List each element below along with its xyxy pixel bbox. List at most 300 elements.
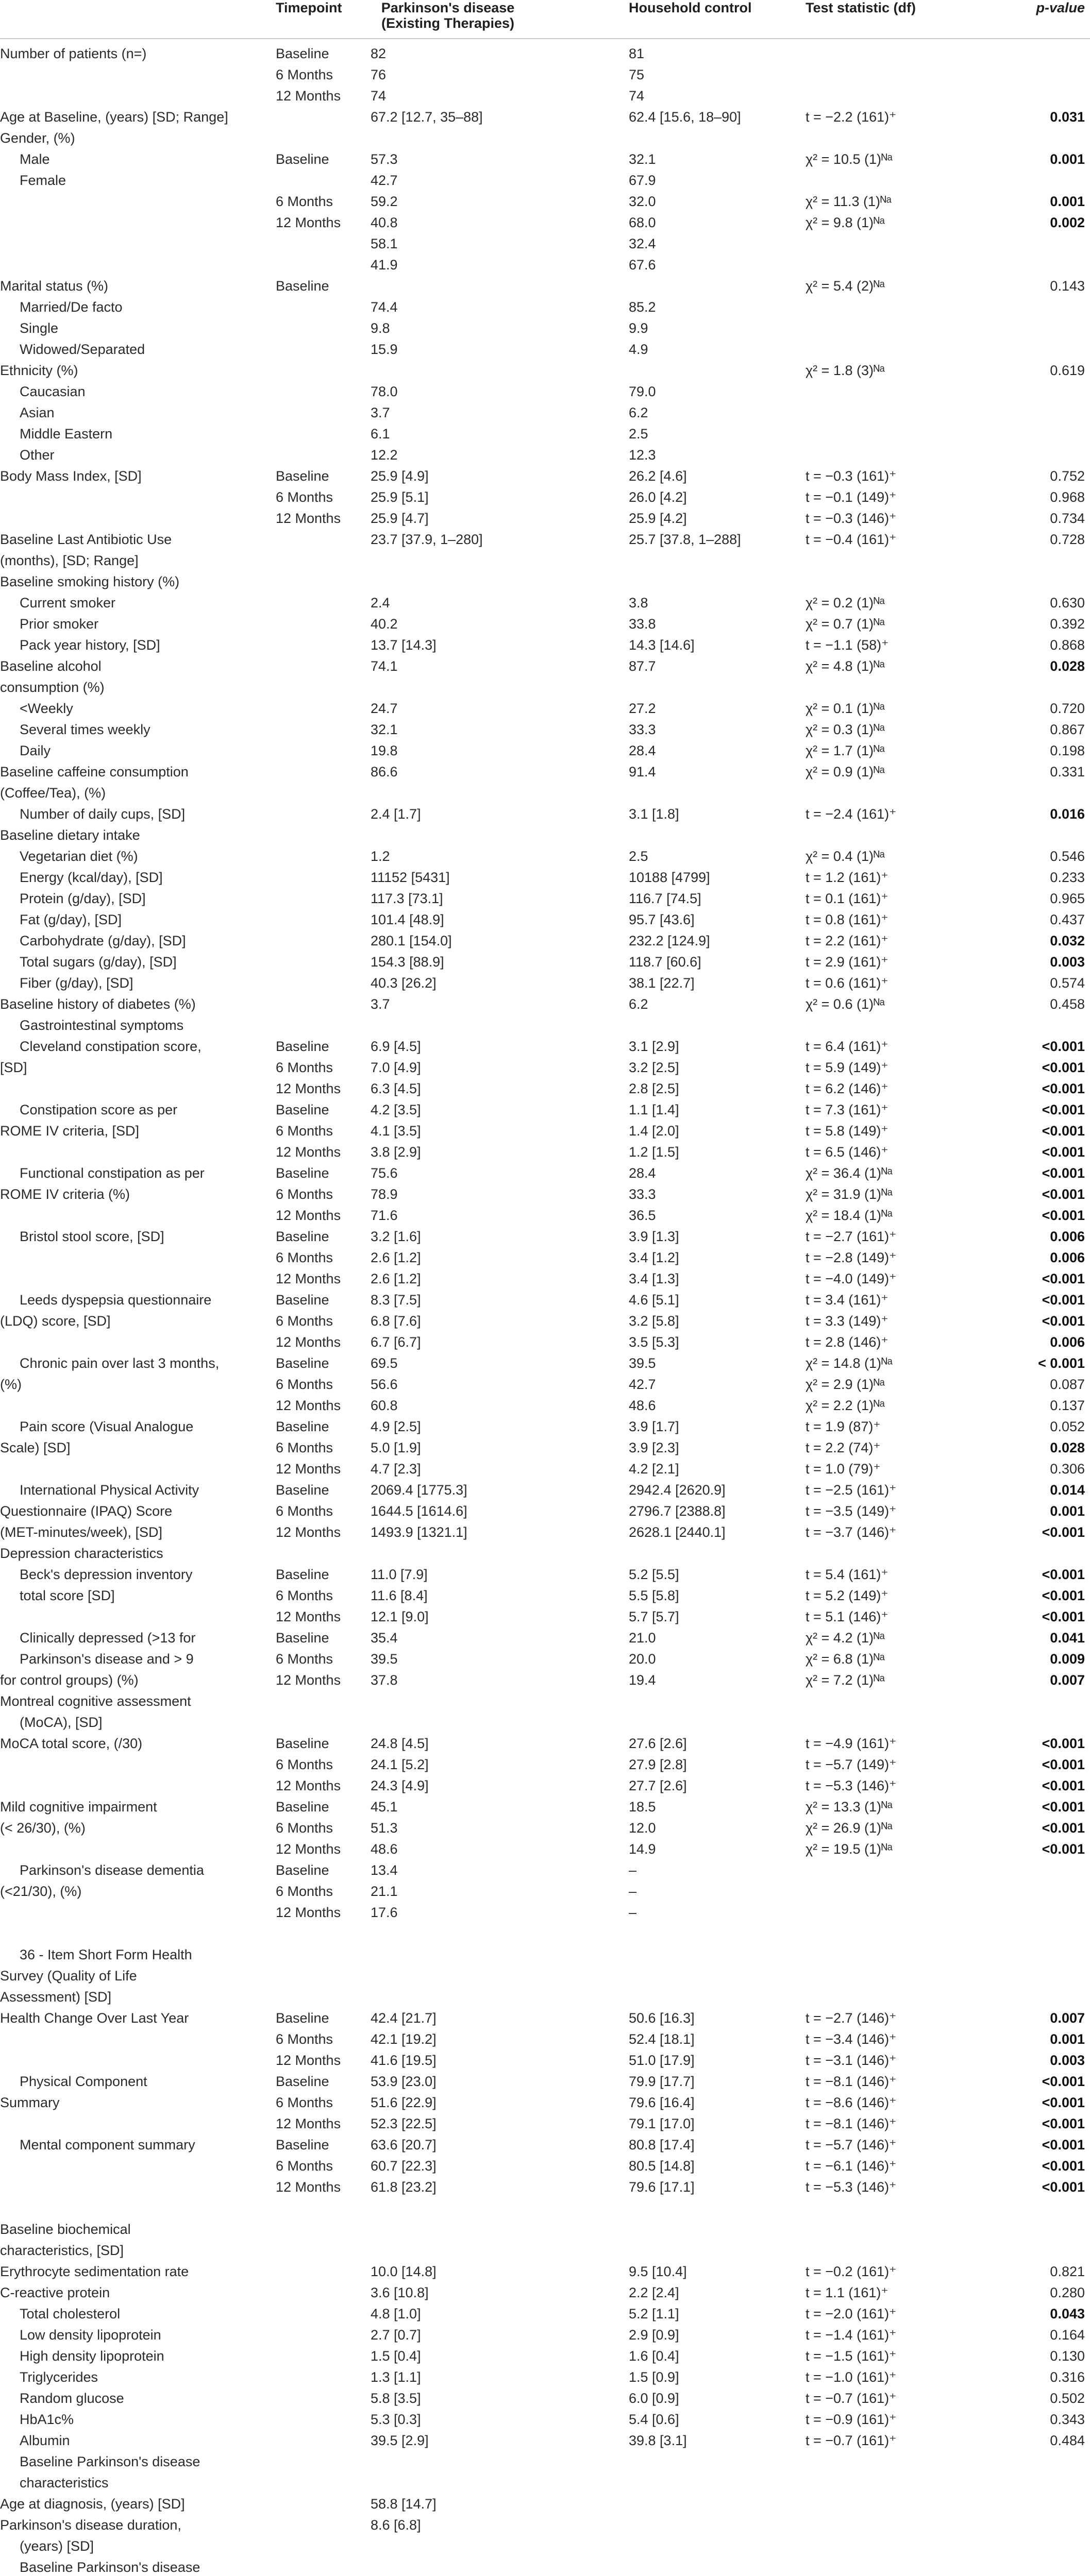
row-label: total score [SD]	[20, 1588, 115, 1603]
row-test-statistic: t = −8.1 (146)⁺	[806, 2116, 897, 2131]
row-label: Protein (g/day), [SD]	[20, 891, 146, 906]
row-parkinsons-value: 7.0 [4.9]	[371, 1060, 421, 1075]
table-row	[0, 2409, 1090, 2430]
row-p-value: <0.001	[1042, 2074, 1085, 2089]
header-timepoint: Timepoint	[276, 0, 342, 15]
row-timepoint: 12 Months	[276, 1778, 341, 1793]
row-control-value: 3.2 [2.5]	[629, 1060, 679, 1075]
table-row	[0, 888, 1090, 909]
row-parkinsons-value: 24.3 [4.9]	[371, 1778, 429, 1793]
row-p-value: 0.734	[1050, 511, 1085, 526]
row-control-value: 9.5 [10.4]	[629, 2264, 687, 2279]
row-test-statistic: t = −0.9 (161)⁺	[806, 2412, 897, 2427]
row-label: Total sugars (g/day), [SD]	[20, 954, 177, 970]
row-p-value: 0.006	[1050, 1334, 1085, 1350]
row-parkinsons-value: 280.1 [154.0]	[371, 933, 452, 948]
table-row	[0, 2451, 1090, 2472]
row-test-statistic: t = 1.9 (87)⁺	[806, 1419, 881, 1434]
table-row	[0, 2240, 1090, 2261]
row-test-statistic: χ² = 19.5 (1)ᴺᵃ	[806, 1841, 893, 1857]
table-row	[0, 2325, 1090, 2346]
row-control-value: 32.1	[629, 151, 656, 167]
row-test-statistic: χ² = 4.8 (1)ᴺᵃ	[806, 658, 885, 674]
table-row	[0, 2261, 1090, 2282]
row-timepoint: 6 Months	[276, 1820, 333, 1836]
row-timepoint: Baseline	[276, 2074, 329, 2089]
row-parkinsons-value: 42.7	[371, 173, 398, 188]
table-row	[0, 909, 1090, 930]
row-p-value: 0.001	[1050, 1503, 1085, 1519]
row-parkinsons-value: 4.2 [3.5]	[371, 1102, 421, 1117]
row-p-value: < 0.001	[1038, 1355, 1085, 1371]
row-parkinsons-value: 74	[371, 88, 387, 104]
table-row	[0, 1353, 1090, 1374]
row-p-value: 0.043	[1050, 2306, 1085, 2321]
row-label: Health Change Over Last Year	[0, 2010, 189, 2026]
row-timepoint: 12 Months	[276, 511, 341, 526]
table-row	[0, 339, 1090, 360]
row-parkinsons-value: 58.8 [14.7]	[371, 2496, 437, 2512]
table-row	[0, 423, 1090, 445]
row-timepoint: 12 Months	[276, 1081, 341, 1096]
header-household-control: Household control	[629, 0, 752, 15]
table-row	[0, 445, 1090, 466]
row-label: [SD]	[0, 1060, 27, 1075]
row-control-value: 2.9 [0.9]	[629, 2327, 679, 2343]
row-timepoint: 6 Months	[276, 1377, 333, 1392]
row-control-value: 12.0	[629, 1820, 656, 1836]
row-control-value: 4.2 [2.1]	[629, 1461, 679, 1477]
row-label: (Coffee/Tea), (%)	[0, 785, 106, 801]
table-row	[0, 846, 1090, 867]
row-timepoint: 6 Months	[276, 1588, 333, 1603]
row-p-value: 0.001	[1050, 2031, 1085, 2047]
row-label: Chronic pain over last 3 months,	[20, 1355, 220, 1371]
row-p-value: 0.016	[1050, 806, 1085, 822]
row-parkinsons-value: 8.3 [7.5]	[371, 1292, 421, 1308]
row-control-value: 50.6 [16.3]	[629, 2010, 695, 2026]
row-test-statistic: χ² = 18.4 (1)ᴺᵃ	[806, 1208, 893, 1223]
row-p-value: 0.546	[1050, 849, 1085, 864]
row-label: Baseline smoking history (%)	[0, 574, 180, 589]
row-test-statistic: t = 1.1 (161)⁺	[806, 2285, 888, 2300]
row-control-value: 80.8 [17.4]	[629, 2137, 695, 2153]
row-control-value: 3.4 [1.3]	[629, 1271, 679, 1286]
row-test-statistic: t = 3.4 (161)⁺	[806, 1292, 888, 1308]
row-timepoint: 6 Months	[276, 1123, 333, 1139]
row-test-statistic: t = 1.2 (161)⁺	[806, 870, 888, 885]
table-row	[0, 1606, 1090, 1628]
row-p-value: 0.052	[1050, 1419, 1085, 1434]
row-label: MoCA total score, (/30)	[0, 1736, 143, 1751]
row-label: Number of daily cups, [SD]	[20, 806, 186, 822]
table-row	[0, 1649, 1090, 1670]
row-control-value: 4.9	[629, 342, 648, 357]
table-row	[0, 2092, 1090, 2113]
row-label: Daily	[20, 743, 51, 758]
row-timepoint: Baseline	[276, 151, 329, 167]
row-timepoint: Baseline	[276, 1229, 329, 1244]
table-row	[0, 550, 1090, 571]
table-row	[0, 783, 1090, 804]
header-parkinsons-label: Parkinson's disease (Existing Therapies)	[381, 0, 515, 31]
row-p-value: 0.032	[1050, 933, 1085, 948]
row-control-value: 26.2 [4.6]	[629, 468, 687, 484]
row-test-statistic: t = −1.1 (58)⁺	[806, 637, 889, 653]
row-control-value: 36.5	[629, 1208, 656, 1223]
table-row	[0, 1142, 1090, 1163]
row-parkinsons-value: 40.2	[371, 616, 398, 632]
row-test-statistic: t = 0.8 (161)⁺	[806, 912, 888, 927]
row-control-value: 79.6 [17.1]	[629, 2179, 695, 2195]
table-row	[0, 1268, 1090, 1290]
row-p-value: <0.001	[1042, 1123, 1085, 1139]
row-control-value: 27.7 [2.6]	[629, 1778, 687, 1793]
table-row	[0, 86, 1090, 107]
row-p-value: 0.001	[1050, 194, 1085, 209]
table-row	[0, 1902, 1090, 1923]
row-test-statistic: t = −4.9 (161)⁺	[806, 1736, 897, 1751]
row-timepoint: 6 Months	[276, 1187, 333, 1202]
table-row	[0, 149, 1090, 170]
row-label: Low density lipoprotein	[20, 2327, 161, 2343]
row-control-value: 91.4	[629, 764, 656, 779]
row-parkinsons-value: 82	[371, 46, 387, 61]
row-label: Beck's depression inventory	[20, 1567, 193, 1582]
row-parkinsons-value: 6.7 [6.7]	[371, 1334, 421, 1350]
row-p-value: 0.003	[1050, 954, 1085, 970]
row-test-statistic: χ² = 13.3 (1)ᴺᵃ	[806, 1799, 893, 1815]
row-parkinsons-value: 58.1	[371, 236, 398, 251]
row-label: Carbohydrate (g/day), [SD]	[20, 933, 186, 948]
row-p-value: <0.001	[1042, 1778, 1085, 1793]
row-test-statistic: t = −1.5 (161)⁺	[806, 2348, 897, 2364]
table-row	[0, 1332, 1090, 1353]
table-row	[0, 2177, 1090, 2198]
row-timepoint: 12 Months	[276, 1271, 341, 1286]
row-control-value: 5.5 [5.8]	[629, 1588, 679, 1603]
row-control-value: 33.3	[629, 722, 656, 737]
row-parkinsons-value: 24.7	[371, 701, 398, 716]
row-p-value: 0.868	[1050, 637, 1085, 653]
row-control-value: 5.7 [5.7]	[629, 1609, 679, 1624]
row-test-statistic: t = 6.2 (146)⁺	[806, 1081, 888, 1096]
table-row	[0, 1775, 1090, 1797]
row-test-statistic: t = −1.0 (161)⁺	[806, 2369, 897, 2385]
row-label: Functional constipation as per	[20, 1165, 205, 1181]
row-parkinsons-value: 60.7 [22.3]	[371, 2158, 437, 2174]
row-timepoint: 12 Months	[276, 1208, 341, 1223]
row-test-statistic: t = −2.2 (161)⁺	[806, 109, 897, 125]
row-parkinsons-value: 23.7 [37.9, 1–280]	[371, 532, 483, 547]
row-test-statistic: t = −2.7 (146)⁺	[806, 2010, 897, 2026]
row-parkinsons-value: 25.9 [4.7]	[371, 511, 429, 526]
row-control-value: 39.5	[629, 1355, 656, 1371]
row-label: Bristol stool score, [SD]	[20, 1229, 164, 1244]
row-test-statistic: χ² = 31.9 (1)ᴺᵃ	[806, 1187, 893, 1202]
row-label: HbA1c%	[20, 2412, 74, 2427]
row-label: Caucasian	[20, 384, 86, 399]
table-row	[0, 1247, 1090, 1268]
row-label: Cleveland constipation score,	[20, 1039, 202, 1054]
row-p-value: <0.001	[1042, 2179, 1085, 2195]
row-test-statistic: χ² = 0.3 (1)ᴺᵃ	[806, 722, 885, 737]
row-parkinsons-value: 56.6	[371, 1377, 398, 1392]
row-control-value: 32.0	[629, 194, 656, 209]
row-timepoint: 12 Months	[276, 1841, 341, 1857]
row-label: Erythrocyte sedimentation rate	[0, 2264, 189, 2279]
row-label: Gastrointestinal symptoms	[20, 1018, 184, 1033]
row-parkinsons-value: 53.9 [23.0]	[371, 2074, 437, 2089]
row-control-value: 1.4 [2.0]	[629, 1123, 679, 1139]
row-test-statistic: χ² = 14.8 (1)ᴺᵃ	[806, 1355, 893, 1371]
row-parkinsons-value: 25.9 [4.9]	[371, 468, 429, 484]
row-control-value: 19.4	[629, 1672, 656, 1688]
row-timepoint: Baseline	[276, 1482, 329, 1498]
row-timepoint: 12 Months	[276, 88, 341, 104]
row-control-value: 20.0	[629, 1651, 656, 1667]
row-label: Scale) [SD]	[0, 1440, 71, 1455]
table-row	[0, 2515, 1090, 2536]
row-parkinsons-value: 24.8 [4.5]	[371, 1736, 429, 1751]
row-timepoint: 12 Months	[276, 2116, 341, 2131]
row-label: Widowed/Separated	[20, 342, 145, 357]
row-parkinsons-value: 3.2 [1.6]	[371, 1229, 421, 1244]
row-timepoint: 12 Months	[276, 1672, 341, 1688]
row-control-value: 25.9 [4.2]	[629, 511, 687, 526]
row-test-statistic: t = 5.2 (149)⁺	[806, 1588, 888, 1603]
row-test-statistic: t = −3.7 (146)⁺	[806, 1524, 897, 1540]
row-p-value: 0.007	[1050, 1672, 1085, 1688]
row-label: Other	[20, 447, 55, 463]
row-p-value: 0.003	[1050, 2053, 1085, 2068]
table-row	[0, 1987, 1090, 2008]
row-test-statistic: χ² = 5.4 (2)ᴺᵃ	[806, 278, 885, 294]
row-label: Baseline biochemical	[0, 2222, 131, 2237]
row-label: ROME IV criteria (%)	[0, 1187, 130, 1202]
row-label: (%)	[0, 1377, 22, 1392]
row-p-value: <0.001	[1042, 1567, 1085, 1582]
table-row	[0, 2029, 1090, 2050]
row-p-value: 0.198	[1050, 743, 1085, 758]
table-row	[0, 381, 1090, 402]
row-p-value: 0.437	[1050, 912, 1085, 927]
table-row	[0, 255, 1090, 276]
row-label: (< 26/30), (%)	[0, 1820, 86, 1836]
table-row	[0, 466, 1090, 487]
row-control-value: 39.8 [3.1]	[629, 2433, 687, 2448]
table-row	[0, 276, 1090, 297]
row-test-statistic: t = −0.3 (161)⁺	[806, 468, 897, 484]
table-row	[0, 2557, 1090, 2576]
row-label: Parkinson's disease dementia	[20, 1862, 204, 1878]
row-label: Energy (kcal/day), [SD]	[20, 870, 163, 885]
row-parkinsons-value: 78.9	[371, 1187, 398, 1202]
row-label: C-reactive protein	[0, 2285, 110, 2300]
row-p-value: 0.752	[1050, 468, 1085, 484]
row-parkinsons-value: 1493.9 [1321.1]	[371, 1524, 467, 1540]
row-label: for control groups) (%)	[0, 1672, 139, 1688]
row-control-value: –	[629, 1862, 637, 1878]
row-label: Baseline alcohol	[0, 658, 102, 674]
row-timepoint: 6 Months	[276, 194, 333, 209]
row-parkinsons-value: 2.6 [1.2]	[371, 1271, 421, 1286]
row-parkinsons-value: 41.6 [19.5]	[371, 2053, 437, 2068]
row-test-statistic: t = 2.2 (74)⁺	[806, 1440, 881, 1455]
row-label: Current smoker	[20, 595, 116, 611]
table-row	[0, 1712, 1090, 1733]
row-p-value: <0.001	[1042, 1841, 1085, 1857]
row-parkinsons-value: 1.5 [0.4]	[371, 2348, 421, 2364]
table-row	[0, 1184, 1090, 1205]
row-parkinsons-value: 2.6 [1.2]	[371, 1250, 421, 1265]
row-control-value: 75	[629, 67, 645, 82]
row-timepoint: Baseline	[276, 1102, 329, 1117]
table-row	[0, 1881, 1090, 1902]
row-timepoint: Baseline	[276, 1039, 329, 1054]
row-control-value: 67.6	[629, 257, 656, 273]
row-parkinsons-value: 2.4	[371, 595, 390, 611]
table-row	[0, 1944, 1090, 1965]
table-row	[0, 1691, 1090, 1712]
row-p-value: <0.001	[1042, 2116, 1085, 2131]
table-row	[0, 233, 1090, 255]
row-parkinsons-value: 67.2 [12.7, 35–88]	[371, 109, 483, 125]
row-p-value: 0.087	[1050, 1377, 1085, 1392]
row-control-value: 14.3 [14.6]	[629, 637, 695, 653]
row-control-value: 2796.7 [2388.8]	[629, 1503, 726, 1519]
row-label: Survey (Quality of Life	[0, 1968, 137, 1984]
row-parkinsons-value: 117.3 [73.1]	[371, 891, 443, 906]
row-label: Questionnaire (IPAQ) Score	[0, 1503, 173, 1519]
row-test-statistic: t = −5.7 (149)⁺	[806, 1757, 897, 1772]
row-label: Constipation score as per	[20, 1102, 178, 1117]
row-label: Baseline Parkinson's disease	[20, 2454, 200, 2469]
row-parkinsons-value: 17.6	[371, 1905, 398, 1920]
table-row	[0, 2219, 1090, 2240]
table-row	[0, 2071, 1090, 2092]
table-row	[0, 2367, 1090, 2388]
row-parkinsons-value: 78.0	[371, 384, 398, 399]
table-row	[0, 1501, 1090, 1522]
row-test-statistic: t = −3.4 (146)⁺	[806, 2031, 897, 2047]
row-parkinsons-value: 42.4 [21.7]	[371, 2010, 437, 2026]
row-parkinsons-value: 6.8 [7.6]	[371, 1313, 421, 1329]
row-control-value: 26.0 [4.2]	[629, 489, 687, 505]
row-control-value: 62.4 [15.6, 18–90]	[629, 109, 741, 125]
row-p-value: <0.001	[1042, 1060, 1085, 1075]
row-test-statistic: χ² = 9.8 (1)ᴺᵃ	[806, 215, 885, 230]
row-parkinsons-value: 154.3 [88.9]	[371, 954, 444, 970]
table-row	[0, 1036, 1090, 1057]
table-row	[0, 1585, 1090, 1606]
row-control-value: 81	[629, 46, 645, 61]
row-parkinsons-value: 40.3 [26.2]	[371, 975, 437, 991]
row-test-statistic: χ² = 1.8 (3)ᴺᵃ	[806, 363, 885, 378]
table-row	[0, 1480, 1090, 1501]
row-parkinsons-value: 42.1 [19.2]	[371, 2031, 437, 2047]
row-parkinsons-value: 11.0 [7.9]	[371, 1567, 428, 1582]
row-parkinsons-value: 3.8 [2.9]	[371, 1144, 421, 1160]
row-test-statistic: t = −0.7 (161)⁺	[806, 2391, 897, 2406]
table-row	[0, 360, 1090, 381]
row-test-statistic: t = −0.3 (146)⁺	[806, 511, 897, 526]
row-label: <Weekly	[20, 701, 73, 716]
row-label: Albumin	[20, 2433, 70, 2448]
row-label: Baseline history of diabetes (%)	[0, 996, 196, 1012]
row-control-value: 3.5 [5.3]	[629, 1334, 679, 1350]
row-test-statistic: t = −2.8 (149)⁺	[806, 1250, 897, 1265]
table-row	[0, 761, 1090, 783]
row-timepoint: 12 Months	[276, 1461, 341, 1477]
row-control-value: 10188 [4799]	[629, 870, 710, 885]
row-label: International Physical Activity	[20, 1482, 199, 1498]
row-parkinsons-value: 71.6	[371, 1208, 398, 1223]
row-test-statistic: t = 2.8 (146)⁺	[806, 1334, 888, 1350]
row-p-value: <0.001	[1042, 1588, 1085, 1603]
table-row	[0, 825, 1090, 846]
row-control-value: 51.0 [17.9]	[629, 2053, 695, 2068]
row-timepoint: 6 Months	[276, 1757, 333, 1772]
row-timepoint: Baseline	[276, 1419, 329, 1434]
row-label: Assessment) [SD]	[0, 1989, 112, 2005]
row-p-value: 0.233	[1050, 870, 1085, 885]
row-label: Summary	[0, 2095, 60, 2110]
row-control-value: 80.5 [14.8]	[629, 2158, 695, 2174]
row-test-statistic: t = 0.1 (161)⁺	[806, 891, 888, 906]
table-row	[0, 719, 1090, 740]
row-timepoint: 12 Months	[276, 1144, 341, 1160]
row-label: Parkinson's disease and > 9	[20, 1651, 194, 1667]
row-label: (MoCA), [SD]	[20, 1715, 103, 1730]
row-parkinsons-value: 59.2	[371, 194, 398, 209]
row-test-statistic: χ² = 1.7 (1)ᴺᵃ	[806, 743, 885, 758]
row-p-value: 0.031	[1050, 109, 1085, 125]
table-row	[0, 1818, 1090, 1839]
row-parkinsons-value: 24.1 [5.2]	[371, 1757, 429, 1772]
table-row	[0, 1628, 1090, 1649]
row-control-value: 27.2	[629, 701, 656, 716]
table-row	[0, 2050, 1090, 2071]
row-test-statistic: t = −0.4 (161)⁺	[806, 532, 897, 547]
table-row	[0, 698, 1090, 719]
row-label: Total cholesterol	[20, 2306, 121, 2321]
table-row	[0, 1311, 1090, 1332]
row-p-value: <0.001	[1042, 1524, 1085, 1540]
row-p-value: 0.028	[1050, 658, 1085, 674]
row-parkinsons-value: 101.4 [48.9]	[371, 912, 444, 927]
table-row	[0, 1226, 1090, 1247]
row-control-value: 118.7 [60.6]	[629, 954, 701, 970]
row-control-value: 79.6 [16.4]	[629, 2095, 695, 2110]
row-label: Pain score (Visual Analogue	[20, 1419, 194, 1434]
table-row	[0, 1459, 1090, 1480]
row-control-value: 3.9 [2.3]	[629, 1440, 679, 1455]
row-p-value: 0.574	[1050, 975, 1085, 991]
row-p-value: 0.343	[1050, 2412, 1085, 2427]
table-row	[0, 656, 1090, 677]
row-label: Female	[20, 173, 66, 188]
table-row	[0, 1015, 1090, 1036]
table-row	[0, 952, 1090, 973]
table-row	[0, 2494, 1090, 2515]
table-row	[0, 1670, 1090, 1691]
row-label: Baseline Last Antibiotic Use	[0, 532, 172, 547]
row-test-statistic: t = 2.2 (161)⁺	[806, 933, 888, 948]
row-test-statistic: t = −0.1 (149)⁺	[806, 489, 897, 505]
row-test-statistic: t = −2.5 (161)⁺	[806, 1482, 897, 1498]
table-row	[0, 867, 1090, 888]
